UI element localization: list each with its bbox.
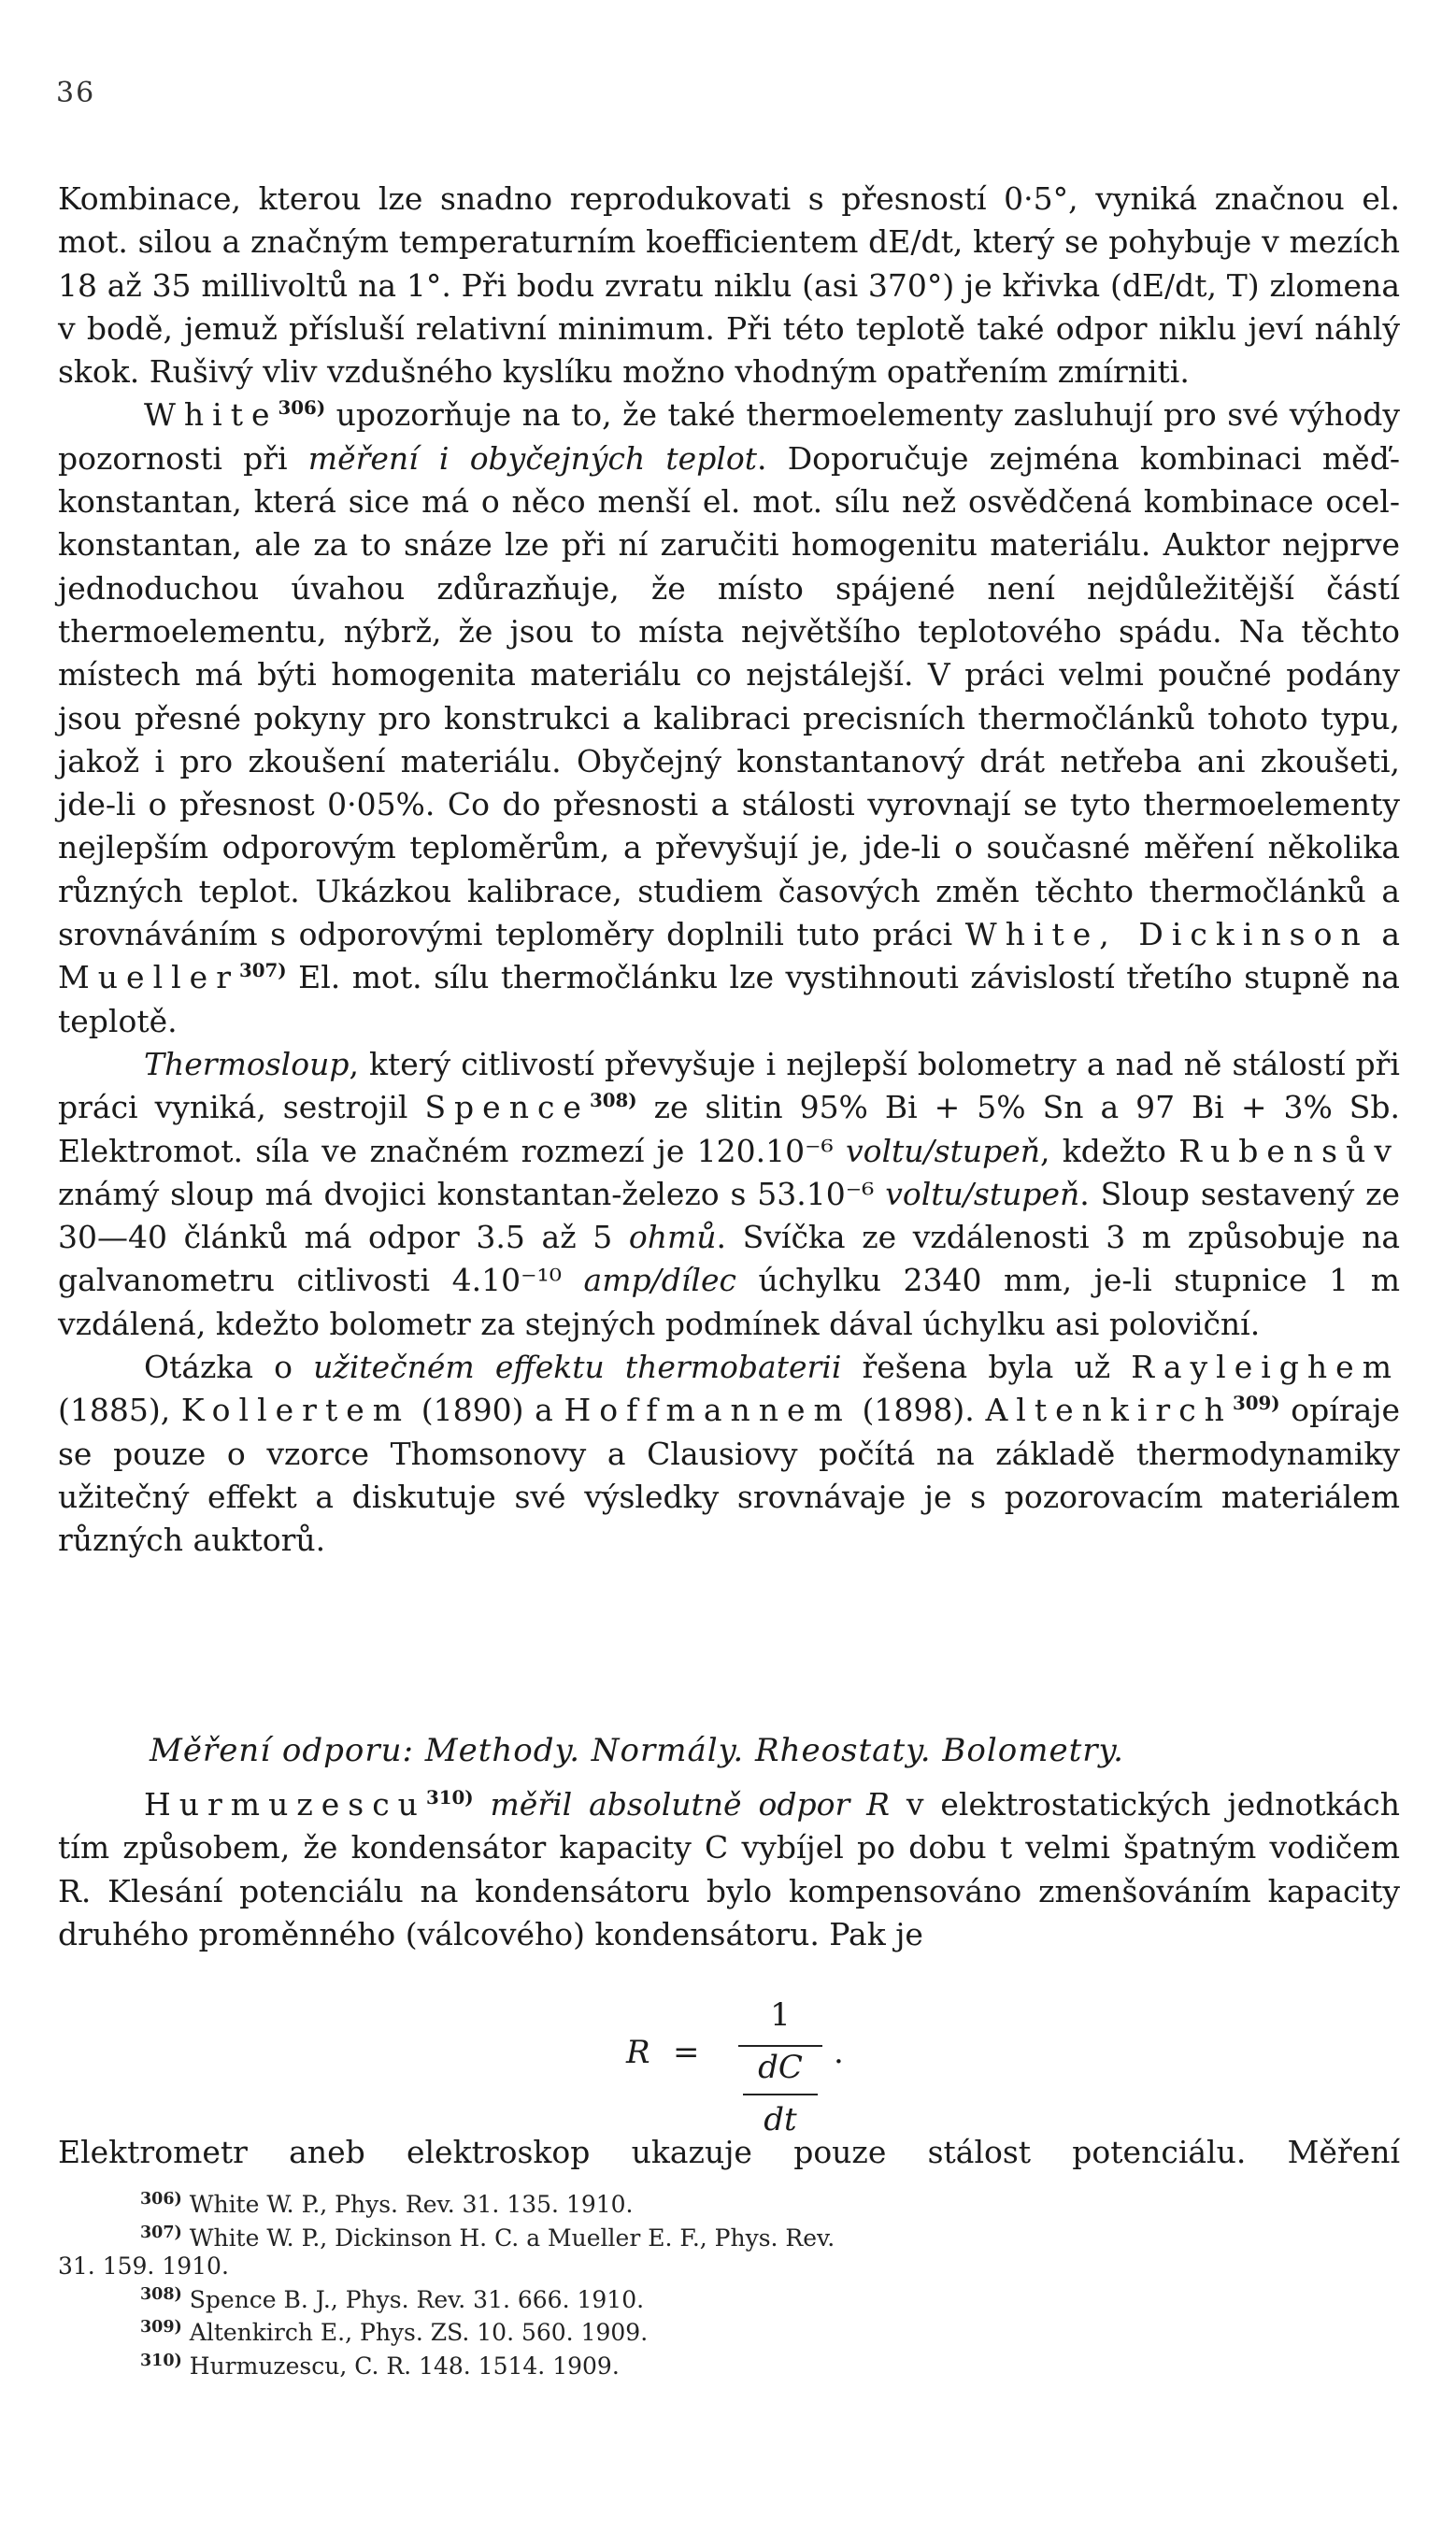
text-span: . Sloup sestavený ze 30—40 článků má odpor 3.5 až 5 (58, 1175, 1400, 1256)
footnote-text: White W. P., Phys. Rev. 31. 135. 1910. (189, 2190, 634, 2218)
author-name: Rubensův (1178, 1132, 1400, 1169)
formula-denominator-bottom: dt (764, 2101, 797, 2138)
text-span: Otázka o (144, 1349, 314, 1386)
footnote-ref: 306) (278, 396, 326, 420)
paragraph-5 (58, 1783, 1400, 1956)
author-name: Altenkirch (985, 1392, 1233, 1429)
text-span: opíraje se pouze o vzorce Thomsonovy a Clausiovy počítá na základě thermodynamiky užitečný effekt a diskutuje své výsledky srovnávaje je s pozorovacím materiálem různých auktorů. (58, 1392, 1401, 1559)
author-name: Spence (424, 1089, 590, 1126)
footnote-text: Altenkirch E., Phys. ZS. 10. 560. 1909. (189, 2319, 649, 2346)
text-span: El. mot. sílu thermočlánku lze vystihnouti závislostí třetího stupně na teplotě. (58, 959, 1400, 1039)
footnote-ref: 308) (589, 1089, 637, 1112)
emphasis: měřil absolutně odpor R (490, 1786, 890, 1823)
footnote (58, 2313, 1400, 2347)
text-span: úchylku 2340 mm, je-li stupnice 1 m vzdálená, kdežto bolometr za stejných podmínek dával úchylku asi poloviční. (58, 1262, 1400, 1342)
author-name: Kollertem (180, 1392, 411, 1429)
footnote-text: Spence B. J., Phys. Rev. 31. 666. 1910. (189, 2285, 645, 2313)
unit: amp/dílec (583, 1262, 736, 1299)
author-name: Mueller (58, 959, 239, 996)
author-name: Hoffmannem (564, 1392, 851, 1429)
formula-lhs: R (626, 2034, 650, 2071)
footnote-ref: 307) (239, 959, 287, 982)
text-span: v elektrostatických jednotkách tím způsobem, že kondensátor kapacity C vybíjel po dobu t velmi špatným vodičem R. Klesání potenciálu na kondensátoru bylo kompensováno zmenšováním kapacity druhého proměnného (válcového) kondensátoru. Pak je (58, 1786, 1401, 1952)
body-text-2 (58, 1783, 1400, 1956)
text-span: (1898). (850, 1392, 986, 1429)
formula-period: . (834, 2034, 844, 2071)
section-heading: Měření odporu: Methody. Normály. Rheostaty. Bolometry. (150, 1732, 1124, 1769)
author-name: Hurmuzescu (144, 1786, 426, 1823)
page-number: 36 (56, 77, 96, 109)
text-span: , kdežto (1040, 1132, 1179, 1169)
text-span: řešena byla už (841, 1349, 1132, 1386)
paragraph-2 (58, 393, 1400, 1042)
formula-equals: = (673, 2034, 700, 2071)
formula (626, 1996, 906, 2137)
footnote-text: 31. 159. 1910. (58, 2252, 229, 2280)
emphasis: Thermosloup (144, 1045, 350, 1082)
paragraph-1: Kombinace, kterou lze snadno reprodukovati s přesností 0·5°, vyniká značnou el. mot. silou a značným temperaturním koefficientem dE/dt, který se pohybuje v mezích 18 až 35 millivoltů na 1°. Při bodu zvratu niklu (asi 370°) je křivka (dE/dt, T) zlomena v bodě, jemuž přísluší relativní minimum. Při této teplotě také odpor niklu jeví náhlý skok. Rušivý vliv vzdušného kyslíku možno vhodným opatřením zmírniti. (58, 180, 1400, 391)
footnote-number: 306) (140, 2190, 182, 2209)
text-span: ze slitin 95% Bi + 5% Sn a 97 Bi + 3% Sb. Elektromot. síla ve značném rozmezí je 120.10⁻⁶ (58, 1089, 1400, 1169)
text-span: (1885), (58, 1392, 181, 1429)
footnote-ref: 310) (425, 1786, 474, 1809)
paragraph-4 (58, 1346, 1400, 1562)
text-span: . Doporučuje zejména kombinaci měď-konstantan, která sice má o něco menší el. mot. sílu než osvědčená kombinace ocel-konstantan, ale za to snáze lze při ní zaručiti homogenitu materiálu. Auktor nejprve jednoduchou úvahou zdůrazňuje, že místo spájené není nejdůležitější částí thermoelementu, nýbrž, že jsou to místa největšího teplotového spádu. Na těchto místech má býti homogenita materiálu co nejstálejší. V práci velmi poučné podány jsou přesné pokyny pro konstrukci a kalibraci precisních thermočlánků tohoto typu, jakož i pro zkoušení materiálu. Obyčejný konstantanový drát netřeba ani zkoušeti, jde-li o přesnost 0·05%. Co do přesnosti a stálosti vyrovnají se tyto thermoelementy nejlepším odporovým teploměrům, a převyšují je, jde-li o současné měření několika různých teplot. Ukázkou kalibrace, studiem časových změn těchto thermočlánků a srovnáváním s odporovými teploměry doplnili tuto práci (58, 439, 1400, 953)
unit: ohmů (628, 1219, 717, 1256)
author-name: Rayleighem (1131, 1349, 1400, 1386)
unit: voltu/stupeň (885, 1175, 1080, 1212)
footnote-text: Hurmuzescu, C. R. 148. 1514. 1909. (189, 2352, 620, 2380)
footnote-ref: 309) (1232, 1392, 1280, 1415)
text-span: . Svíčka ze vzdálenosti 3 m způsobuje na galvanometru citlivosti 4.10⁻¹⁰ (58, 1219, 1400, 1299)
fraction-bar (738, 2045, 822, 2047)
footnote (58, 2347, 1400, 2381)
footnotes (58, 2185, 1400, 2381)
text-span: upozorňuje na to, že také thermoelementy zasluhují pro své výhody pozornosti při (58, 396, 1400, 477)
closing-line: Elektrometr aneb elektroskop ukazuje pouze stálost potenciálu. Měření (58, 2134, 1400, 2170)
footnote-number: 309) (140, 2318, 182, 2338)
footnote-number: 310) (140, 2352, 182, 2370)
emphasis: měření i obyčejných teplot (307, 439, 758, 477)
formula-denominator-top: dC (758, 2049, 803, 2086)
body-text (58, 178, 1400, 1563)
text-span: (1890) a (410, 1392, 564, 1429)
emphasis: užitečném effektu thermobaterii (313, 1349, 842, 1386)
footnote-number: 308) (140, 2284, 182, 2304)
footnote (58, 2219, 1400, 2252)
author-name: White, Dickinson (964, 916, 1369, 953)
footnote-number: 307) (140, 2223, 182, 2242)
fraction-bar (743, 2094, 818, 2095)
unit: voltu/stupeň (845, 1132, 1041, 1169)
footnote (58, 2281, 1400, 2314)
formula-numerator: 1 (770, 1996, 791, 2034)
author-name: White (144, 396, 278, 434)
paragraph-3 (58, 1043, 1400, 1346)
text-span: známý sloup má dvojici konstantan-železo s 53.10⁻⁶ (58, 1175, 886, 1212)
text-span: a (1368, 916, 1400, 953)
footnote-text: White W. P., Dickinson H. C. a Mueller E. F., Phys. Rev. (189, 2224, 835, 2252)
footnote (58, 2185, 1400, 2219)
footnote-continuation (58, 2252, 1400, 2281)
text-span: , který citlivostí převyšuje i nejlepší bolometry a nad ně stálostí při práci vyniká, sestrojil (58, 1045, 1400, 1126)
